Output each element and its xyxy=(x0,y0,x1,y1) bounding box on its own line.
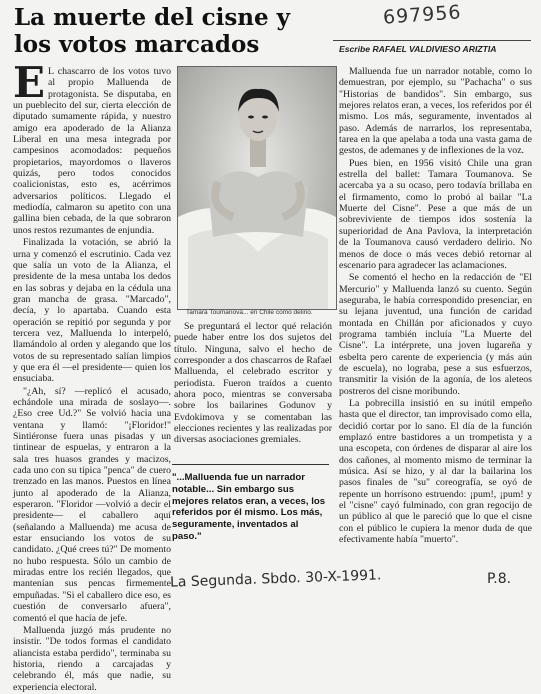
paragraph: Finalizada la votación, se abrió la urna y comenzó el escrutinio. Cada vez que salía un voto de la Alianza, el presidente de la mesa untaba los dedos en las sobras y dejaba en la cédula una gran mancha de grasa. "Marcado", decía, y lo apartaba. Cuando esta operación se repitió por segunda y por tercera vez, Malluenda lo interpeló, llamándolo al orden y alegando que los votos de su representado salían limpios y que era él —el presidente— quien los ensuciaba. xyxy=(13,237,171,385)
drop-cap: E xyxy=(13,58,46,107)
byline: Escribe RAFAEL VALDIVIESO ARIZTIA xyxy=(339,44,497,54)
ballerina-image xyxy=(178,67,336,309)
handwritten-source-note: La Segunda. Sbdo. 30-X-1991. xyxy=(169,567,382,591)
paragraph: La pobrecilla insistió en su inútil empeño hasta que el director, tan improvisado como ella, decidió cortar por lo sano. El día de la función emplazó entre bastidores a un trompetista y a una escopeta, con órdenes de disparar al aire los dos cañones, al momento mismo de terminar la música. Así se hizo, y al dar la bailarina los pasos finales de "su" coreografía, se oyó de repente un horrísono estruendo: ¡pum!, ¡pum! y el "cisne" cayó fulminado, con gran regocijo de un público al que le pareció que lo que el cisne con el público le cupiera la menor duda de que efectivamente había "muerto". xyxy=(339,397,532,546)
column-2 xyxy=(174,321,332,447)
paragraph: "¿Ah, sí? —replicó el acusado, echándole una mirada de soslayo—. ¿Eso cree Ud.?" Se volvió hacia una ventana y llamó: "¡Floridor!" Sintiéronse fuera unas pisadas y un tintinear de espuelas, y entraron a la sala tres huasos grandes y macizos, cada uno con su típica "penca" de cuero trenzado en las manos. Puestos en línea junto al apoderado de la Alianza, esperaron. "Floridor —volvió a decir el presidente— el caballero aquí (señalando a Malluenda) me acusa de estar ensuciando los votos de su candidato. ¿Qué crees tú?" De momento no hubo respuesta. Sólo un cambio de miradas entre los recién llegados, que mantenían sus pencas firmemente empuñadas. "Si el caballero dice eso, es cuestión de conversarlo afuera", comentó el que hacía de jefe. xyxy=(13,385,171,624)
byline-rule xyxy=(333,40,531,41)
pull-quote: "...Malluenda fue un narrador notable... Sin embargo sus mejores relatos eran, a veces, los referidos por él mismo. Los más, seguramente, inventados al paso." xyxy=(172,464,329,543)
opening-paragraph: E L chascarro de los votos tuvo al propio Malluenda de protagonista. Se disputaba, en un pueblecito del sur, cierta elección de diputado sumamente rápida, y nuestro amigo era apoderado de la Alianza Liberal en una mesa integrada por campesinos acomodados: pequeños propietarios, mayordomos o llaveros quizás, pero todos conocidos coalicionistas, esto es, acérrimos adversarios políticos. Llegado el mediodía, calmaron su apetito con una gallina bien cebada, de la que sobraron unos restos rezumantes de enjundia. xyxy=(13,58,171,236)
page-mark: P.8. xyxy=(487,571,512,587)
headline: La muerte del cisne y los votos marcados xyxy=(14,4,291,58)
photo-caption: Tamara Toumanova... en Chile como delirio. xyxy=(186,309,313,316)
archive-stamp: 697956 xyxy=(382,1,463,29)
paragraph: Pues bien, en 1956 visitó Chile una gran estrella del ballet: Tamara Toumanova. Se acercaba ya a su ocaso, pero todavía brillaba en el firmamento, como lo probó al bailar "La Muerte del Cisne". Pese a que más de un sobreviviente de tiempos idos sostenía la superioridad de Ana Pavlova, la interpretación de la Toumanova causó verdadero delirio. No menos de doce o más veces debió retornar al escenario para agradecer las aclamaciones. xyxy=(339,157,532,271)
paragraph: Malluenda juzgó más prudente no insistir. "De todos formas el candidato aliancista estaba perdido", terminaba su historia, riendo a carcajadas y celebrando él, más que nadie, su experiencia electoral. xyxy=(13,624,171,693)
paragraph: Se preguntará el lector qué relación puede haber entre los dos sujetos del título. Ninguna, salvo el hecho de corresponder a dos chascarros de Rafael Malluenda, el celebrado escritor y periodista. Fueron traídos a cuento ahora poco, mientras se conversaba sobre los bailarines Godunov y Evdokimova y se comentaban las elecciones recientes y las realizadas por diversas asociaciones gremiales. xyxy=(174,321,332,446)
column-3 xyxy=(339,66,532,546)
column-1 xyxy=(13,58,171,694)
paragraph: Se comentó el hecho en la redacción de "El Mercurio" y Malluenda lanzó su cuento. Según aseguraba, le había correspondido presenciar, en su lejana juventud, una función de caridad montada en Chillán por aficionados y cuyo programa también incluía "La Muerte del Cisne". La intérprete, una joven lugareña y esbelta pero carente de experiencia (y más aún de escuela), no lograba, pese a sus esfuerzos, transmitir la visión de la agonía, de los aleteos postreros del cisne moribundo. xyxy=(339,272,532,397)
dancer-photo xyxy=(177,66,337,310)
paragraph: Malluenda fue un narrador notable, como lo demuestran, por ejemplo, su "Pachacha" o sus "Historias de bandidos". Sin embargo, sus mejores relatos eran, a veces, los referidos por él mismo. Los más, seguramente, inventados al paso. Además de narrarlos, los representaba, tarea en la que apelaba a toda una vasta gama de gestos, de ademanes y de inflexiones de la voz. xyxy=(339,66,532,157)
